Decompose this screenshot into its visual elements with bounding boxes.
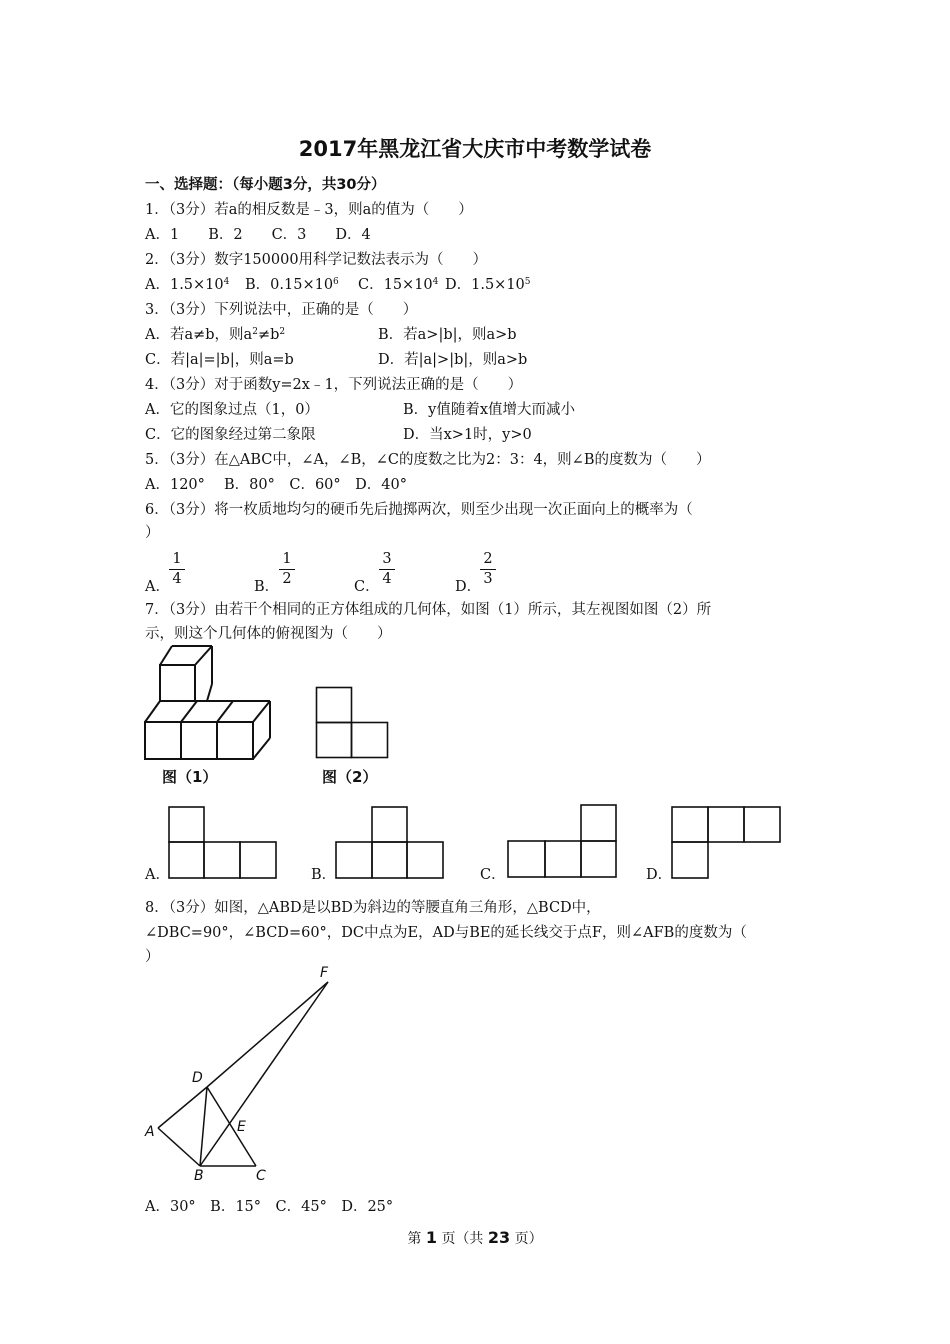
page-title: 2017年黑龙江省大庆市中考数学试卷	[298, 137, 652, 161]
q8-label-b: B	[194, 1168, 204, 1184]
q3-stem: 3．（3分）下列说法中，正确的是（ ）	[145, 302, 418, 318]
q2-option-a: A．$1.5\times 10^4$	[145, 277, 230, 293]
q5-options: A．120° B．80° C．60° D．40°	[145, 477, 407, 493]
q6-fraction-a: 1 4	[169, 551, 185, 588]
q7-label-d: D．	[646, 867, 673, 883]
q4-stem: 4．（3分）对于函数y=2x﹣1，下列说法正确的是（ ）	[145, 377, 523, 393]
q7-label-a: A．	[145, 867, 170, 883]
q8-label-a: A	[145, 1124, 155, 1140]
q2-option-c: C．$15\times 10^4$	[358, 277, 439, 293]
q8-stem: 8．（3分）如图，△ABD是以BD为斜边的等腰直角三角形，△BCD中，	[145, 900, 601, 916]
q8-triangle-figure	[140, 960, 350, 1190]
q6-label-b: B．	[254, 579, 280, 595]
q3-option-a: A．若a≠b，则$a^2\ne b^2$	[145, 327, 286, 343]
q6-label-c: C．	[354, 579, 380, 595]
q2-stem: 2．（3分）数字150000用科学记数法表示为（ ）	[145, 252, 488, 268]
q3-option-c: C．若|a|=|b|，则a=b	[145, 352, 294, 368]
q4-option-c: C．它的图象经过第二象限	[145, 427, 316, 443]
section-heading: 一、选择题：（每小题3分，共30分）	[145, 177, 386, 193]
q6-stem-cont: ）	[145, 525, 160, 541]
q7-option-b-figure	[335, 806, 447, 879]
q8-label-c: C	[256, 1168, 266, 1184]
page-footer: 第 1 页（共 23 页）	[407, 1228, 543, 1247]
q8-label-f: F	[320, 965, 329, 981]
q7-stem: 7．（3分）由若干个相同的正方体组成的几何体，如图（1）所示，其左视图如图（2）所	[145, 602, 712, 618]
q3-option-d: D．若|a|>|b|，则a>b	[378, 352, 528, 368]
q7-option-c-figure	[507, 804, 619, 879]
q2-option-d: D．$1.5\times 10^5$	[445, 277, 531, 293]
q4-option-d: D．当x>1时，y>0	[403, 427, 532, 443]
q3-option-b: B．若a>|b|，则a>b	[378, 327, 517, 343]
total-page-count: 23	[487, 1228, 511, 1247]
q7-figure-1	[140, 640, 290, 765]
q7-stem-cont: 示，则这个几何体的俯视图为（ ）	[145, 626, 392, 642]
q8-options: A．30° B．15° C．45° D．25°	[145, 1199, 394, 1215]
q6-label-d: D．	[455, 579, 482, 595]
q6-stem: 6．（3分）将一枚质地均匀的硬币先后抛掷两次，则至少出现一次正面向上的概率为（	[145, 502, 693, 518]
q4-option-b: B．y值随着x值增大而减小	[403, 402, 576, 418]
q8-stem-cont: ∠DBC=90°，∠BCD=60°，DC中点为E，AD与BE的延长线交于点F，则∠AFB的度数为（	[145, 925, 747, 941]
q2-option-b: B．$0.15\times 10^6$	[245, 277, 339, 293]
q6-fraction-d: 2 3	[480, 551, 496, 588]
q4-option-a: A．它的图象过点（1，0）	[145, 402, 319, 418]
q8-label-d: D	[192, 1070, 203, 1086]
q7-figure-2-caption: 图（2）	[322, 768, 378, 786]
q7-label-c: C．	[480, 867, 506, 883]
q6-fraction-b: 1 2	[279, 551, 295, 588]
q5-stem: 5．（3分）在△ABC中，∠A，∠B，∠C的度数之比为2：3：4，则∠B的度数为（ ）	[145, 452, 711, 468]
q6-fraction-c: 3 4	[379, 551, 395, 588]
current-page-number: 1	[425, 1228, 437, 1247]
q6-label-a: A．	[145, 579, 170, 595]
q1-stem: 1．（3分）若a的相反数是﹣3，则a的值为（ ）	[145, 202, 473, 218]
q8-label-e: E	[237, 1119, 246, 1135]
q7-figure-2	[315, 686, 390, 758]
q1-options: A．1 B．2 C．3 D．4	[145, 227, 371, 243]
q7-label-b: B．	[311, 867, 337, 883]
q7-option-d-figure	[671, 806, 783, 879]
q7-figure-1-caption: 图（1）	[162, 768, 218, 786]
q8-stem-end: ）	[145, 949, 160, 965]
q7-option-a-figure	[168, 806, 280, 879]
